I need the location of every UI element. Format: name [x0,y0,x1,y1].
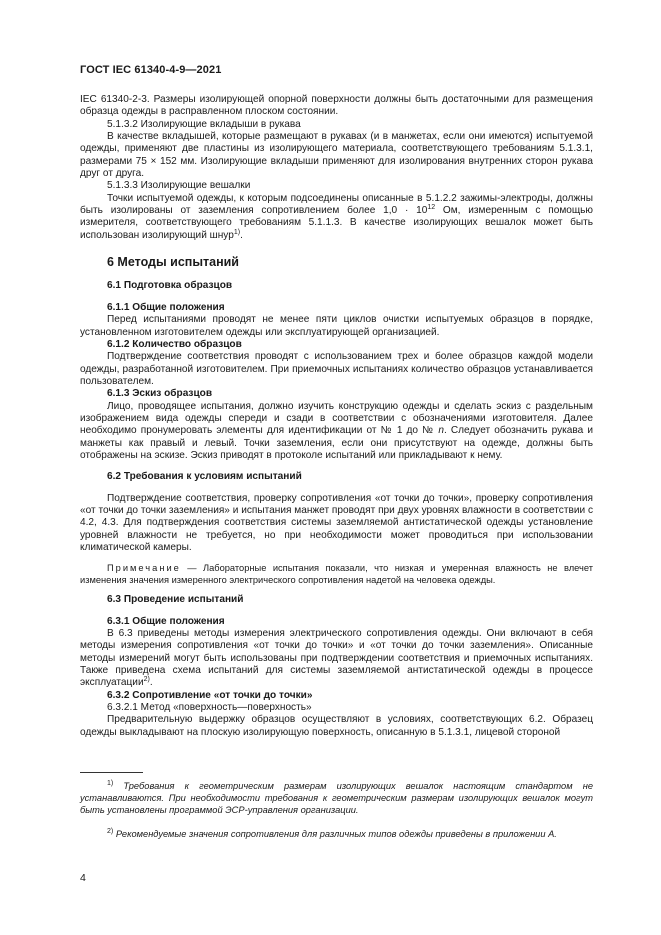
heading-6-1-3: 6.1.3 Эскиз образцов [107,388,213,400]
paragraph-6-1-2: Подтверждение соответствия проводят с использованием трех и более образцов каждой модели одежды, разработанной изготовителем. При приемочных испытаниях количество образцов устанавливается пользователем. [80,351,593,387]
footnote-1 [80,780,593,816]
note-text: — Лабораторные испытания показали, что низкая и умеренная влажность не влечет изменения значения измеренного электрического сопротивления надетой на человека одежды. [80,563,593,586]
paragraph-5-1-3-2: В качестве вкладышей, которые размещают в рукавах (и в манжетах, если они имеются) испытуемой одежды, применяют две пластины из изолирующего материала, соответствующего требованиям 5.1.3.1, размерами 75 × 152 мм. Изолирующие вкладыши применяют для изолирования внутренних сторон рукава друг от друга. [80,131,593,180]
heading-6-1-2: 6.1.2 Количество образцов [107,338,242,350]
exponent: 12 [427,204,436,212]
heading-5-1-3-3: 5.1.3.3 Изолирующие вешалки [107,180,251,192]
heading-6-3-1: 6.3.1 Общие положения [107,615,225,627]
paragraph-6-2: Подтверждение соответствия, проверку сопротивления «от точки до точки», проверку сопротивления «от точки до точки заземления» и испытания манжет проводят при двух уровнях влажности в соответствии с 4.2, 4.3. Для подтверждения соответствия системы заземляемой антистатической одежды установление уровней влажности не требуется, но при необходимости может проводиться при использовании климатической камеры. [80,492,593,553]
footnote-divider [80,772,143,773]
variable-n: n [438,425,444,437]
footnote-ref-2[interactable]: 2) [143,676,150,684]
heading-6-3-2: 6.3.2 Сопротивление «от точки до точки» [107,689,313,701]
paragraph-6-3-2-1: Предварительную выдержку образцов осуществляют в условиях, соответствующих 6.2. Образец одежды выкладывают на плоскую изолирующую поверхность, описанную в 5.1.3.1, лицевой стороной [80,714,593,738]
heading-6: 6 Методы испытаний [107,255,239,270]
document-body [80,94,593,739]
paragraph-6-3-1 [80,628,593,690]
text-segment: . [240,229,243,241]
note-label: Примечание [107,563,181,574]
footnote-text-1: Требования к геометрическим размерам изолирующих вешалок настоящим стандартом не устанавливаются. При необходимости требования к геометрическим размерам изолирующих вешалок могут быть установлены программой ЭСР-управления организации. [80,781,593,815]
footnote-text-2: Рекомендуемые значения сопротивления для различных типов одежды приведены в приложении А. [113,829,557,839]
note [80,562,593,586]
footnote-ref-1[interactable]: 1) [233,228,241,236]
paragraph-intro: IEC 61340-2-3. Размеры изолирующей опорной поверхности должны быть достаточными для размещения образца одежды в расправленном плоском состоянии. [80,94,593,118]
footnote-mark-2: 2) [107,828,114,835]
paragraph-6-1-3 [80,401,593,463]
paragraph-5-1-3-3 [80,193,593,242]
text-segment: . [149,677,153,689]
footnote-2 [80,828,593,840]
text-segment: . Следует обозначить рукава и манжеты как правый и левый. Точки заземления, если они присутствуют на одежде, должны быть отображены на эскизе. Эскиз приводят в протоколе испытаний или прикладывают к нему. [80,425,593,461]
standard-header: ГОСТ IEC 61340-4-9—2021 [80,64,222,76]
paragraph-6-1-1: Перед испытаниями проводят не менее пяти циклов очистки испытуемых образцов в порядке, установленном изготовителем одежды или эксплуатирующей организацией. [80,314,593,338]
text-segment: Точки испытуемой одежды, к которым подсоединены описанные в 5.1.2.2 зажимы-электроды, должны быть изолированы от заземления сопротивлением более 1,0 · 10 [80,192,593,217]
heading-6-1-1: 6.1.1 Общие положения [107,301,225,313]
text-segment: В 6.3 приведены методы измерения электрического сопротивления одежды. Они включают в себя методы измерения сопротивления «от точки до точки» и «от точки до точки заземления». Описанные методы измерений могут быть использованы при подтверждении соответствия и приемочных испытаниях. Также приведена схема испытаний для системы заземляемой антистатической одежды в процессе эксплуатации [80,628,593,689]
heading-5-1-3-2: 5.1.3.2 Изолирующие вкладыши в рукава [107,118,301,130]
heading-6-3: 6.3 Проведение испытаний [107,594,244,606]
footnote-mark-1: 1) [107,780,114,787]
text-segment: Ом, измеренным с помощью измерителя, соответствующего требованиям 5.1.1.3. В качестве изолирующих вешалок может быть использован изолирующий шнур [80,205,593,241]
heading-6-3-2-1: 6.3.2.1 Метод «поверхность—поверхность» [107,702,312,714]
page-number: 4 [80,872,86,884]
heading-6-1: 6.1 Подготовка образцов [107,280,233,292]
text-segment: Лицо, проводящее испытания, должно изучить конструкцию одежды и сделать эскиз с раздельным изображением вида одежды спереди и сзади в соответствии с обозначениями изготовителя. Далее необходимо пронумеровать элементы для идентификации от № 1 до № [80,400,593,437]
heading-6-2: 6.2 Требования к условиям испытаний [107,471,302,483]
